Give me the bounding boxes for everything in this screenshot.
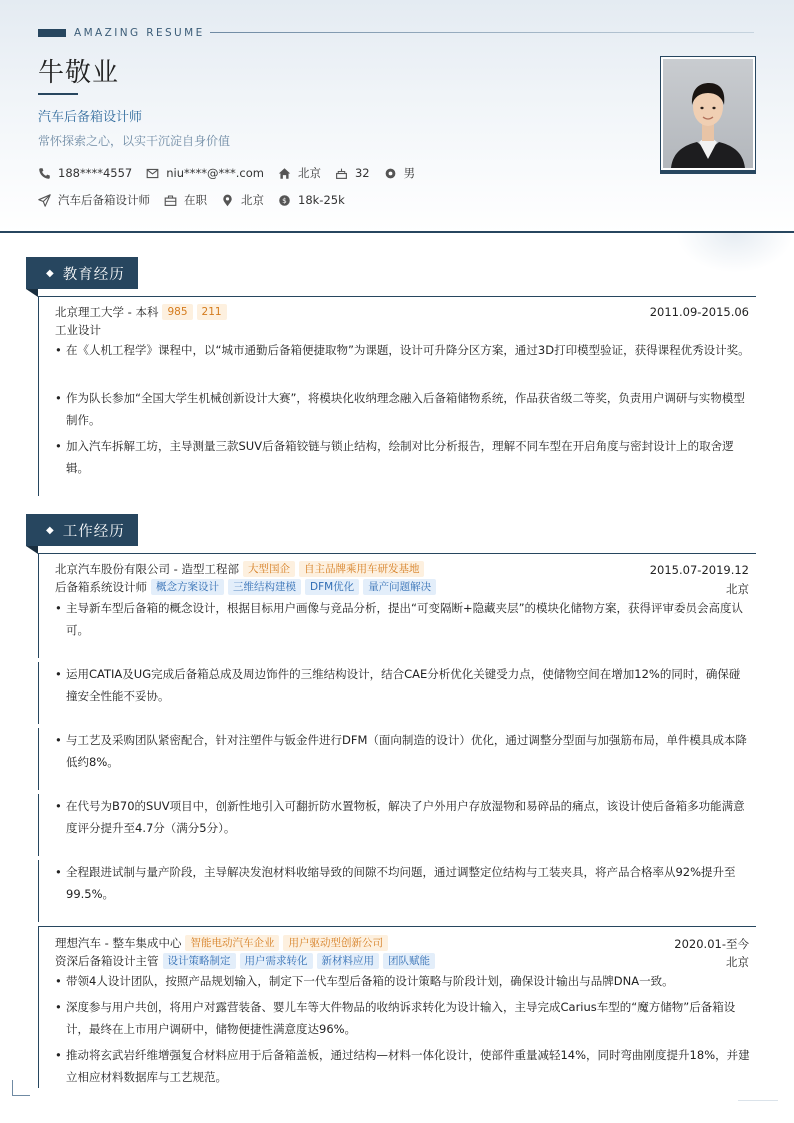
job-divider bbox=[38, 926, 756, 927]
work-bullet: • 运用CATIA及UG完成后备箱总成及周边饰件的三维结构设计，结合CAE分析优化关键受力点，使储物空间在增加12%的同时，确保碰撞安全性能不妥协。 bbox=[55, 663, 750, 707]
education-bullet: • 在《人机工程学》课程中，以“城市通勤后备箱便捷取物”为课题，设计可升降分区方案，通过3D打印模型验证，获得课程优秀设计奖。 bbox=[55, 339, 750, 361]
skill-tag: 三维结构建模 bbox=[228, 579, 301, 595]
work-title-text: 工作经历 bbox=[62, 523, 125, 540]
company-tag: 用户驱动型创新公司 bbox=[283, 935, 388, 951]
gender-icon bbox=[384, 167, 397, 180]
company-tag: 大型国企 bbox=[243, 561, 295, 577]
work-bullet: • 与工艺及采购团队紧密配合，针对注塑件与钣金件进行DFM（面向制造的设计）优化，通过调整分型面与加强筋布局，单件模具成本降低约8%。 bbox=[55, 729, 750, 773]
hometown-text: 北京 bbox=[297, 166, 321, 180]
email-info bbox=[146, 166, 264, 180]
job-role bbox=[55, 579, 436, 595]
education-side-rule bbox=[38, 296, 39, 496]
school-name bbox=[55, 304, 227, 320]
profile-photo bbox=[660, 56, 756, 171]
contact-row-1 bbox=[38, 165, 429, 181]
work-side-rule bbox=[38, 728, 39, 790]
diamond-icon: ◆ bbox=[46, 267, 55, 279]
company-tag: 自主品牌乘用车研发基地 bbox=[299, 561, 425, 577]
work-date: 2015.07-2019.12 bbox=[649, 563, 749, 577]
header-divider bbox=[0, 231, 794, 233]
work-side-rule bbox=[38, 794, 39, 856]
footer-decoration bbox=[738, 1100, 778, 1101]
skill-tag: 团队赋能 bbox=[383, 953, 435, 969]
target-job-info bbox=[38, 192, 150, 208]
phone-info bbox=[38, 166, 132, 180]
photo-accent-bar bbox=[660, 171, 756, 174]
status-info bbox=[164, 192, 207, 208]
work-top-rule bbox=[38, 553, 756, 554]
send-icon bbox=[38, 194, 51, 207]
resume-tag: AMAZING RESUME bbox=[74, 27, 205, 39]
diamond-icon: ◆ bbox=[46, 524, 55, 536]
mail-icon bbox=[146, 167, 159, 180]
target-city-text: 北京 bbox=[241, 193, 264, 207]
work-bullet: • 主导新车型后备箱的概念设计，根据目标用户画像与竞品分析，提出“可变隔断+隐藏夹层”的模块化储物方案，获得评审委员会高度认可。 bbox=[55, 597, 750, 641]
salary-text: 18k-25k bbox=[298, 193, 345, 207]
role-text: 后备箱系统设计师 bbox=[55, 580, 147, 594]
tag-divider bbox=[210, 32, 754, 33]
gender-info bbox=[384, 165, 416, 181]
company-text: 北京汽车股份有限公司 - 造型工程部 bbox=[55, 562, 239, 576]
major-text: 工业设计 bbox=[55, 323, 101, 337]
skill-tag: 设计策略制定 bbox=[163, 953, 236, 969]
company-text: 理想汽车 - 整车集成中心 bbox=[55, 936, 182, 950]
tag-accent-bar bbox=[38, 29, 66, 37]
portrait-image bbox=[663, 59, 753, 168]
status-text: 在职 bbox=[184, 193, 207, 207]
school-tag: 985 bbox=[162, 304, 192, 320]
education-bullet: • 作为队长参加“全国大学生机械创新设计大赛”，将模块化收纳理念融入后备箱储物系统，作品获省级二等奖，负责用户调研与实物模型制作。 bbox=[55, 387, 750, 431]
company-name bbox=[55, 935, 388, 951]
skill-tag: 用户需求转化 bbox=[240, 953, 313, 969]
skill-tag: 量产问题解决 bbox=[363, 579, 436, 595]
work-side-rule bbox=[38, 553, 39, 658]
work-location: 北京 bbox=[726, 955, 749, 969]
hometown-info bbox=[278, 165, 321, 181]
work-bullet: • 在代号为B70的SUV项目中，创新性地引入可翻折防水置物板，解决了户外用户存放湿物和易碎品的痛点，该设计使后备箱多功能满意度评分提升至4.7分（满分5分）。 bbox=[55, 795, 750, 839]
salary-icon bbox=[278, 194, 291, 207]
motto: 常怀探索之心，以实干沉淀自身价值 bbox=[38, 134, 231, 148]
company-tag: 智能电动汽车企业 bbox=[185, 935, 279, 951]
skill-tag: 概念方案设计 bbox=[151, 579, 224, 595]
work-location: 北京 bbox=[726, 582, 749, 596]
school-degree-text: 北京理工大学 - 本科 bbox=[55, 305, 159, 319]
work-date: 2020.01-至今 bbox=[674, 937, 749, 951]
candidate-name: 牛敬业 bbox=[38, 58, 120, 88]
target-city-info bbox=[221, 192, 264, 208]
education-bullet: • 加入汽车拆解工坊，主导测量三款SUV后备箱铰链与锁止结构，绘制对比分析报告，理解不同车型在开启角度与密封设计上的取舍逻辑。 bbox=[55, 435, 750, 479]
job-title: 汽车后备箱设计师 bbox=[38, 110, 143, 125]
work-side-rule bbox=[38, 926, 39, 1088]
location-pin-icon bbox=[221, 194, 234, 207]
education-title-text: 教育经历 bbox=[62, 266, 125, 283]
name-underline bbox=[38, 93, 78, 95]
major bbox=[55, 322, 101, 338]
skill-tag: DFM优化 bbox=[305, 579, 359, 595]
work-bullet: • 全程跟进试制与量产阶段，主导解决发泡材料收缩导致的间隙不均问题，通过调整定位结构与工装夹具，将产品合格率从92%提升至99.5%。 bbox=[55, 861, 750, 905]
work-bullet: • 带领4人设计团队，按照产品规划输入，制定下一代车型后备箱的设计策略与阶段计划，确保设计输出与品牌DNA一致。 bbox=[55, 970, 750, 992]
job-role bbox=[55, 953, 435, 969]
work-side-rule bbox=[38, 860, 39, 922]
work-bullet: • 推动将玄武岩纤维增强复合材料应用于后备箱盖板，通过结构—材料一体化设计，使部件重量减轻14%，同时弯曲刚度提升18%，并建立相应材料数据库与工艺规范。 bbox=[55, 1044, 750, 1088]
education-section-title bbox=[26, 257, 138, 289]
phone-text: 188****4557 bbox=[58, 166, 133, 180]
target-job-text: 汽车后备箱设计师 bbox=[58, 193, 150, 207]
phone-icon bbox=[38, 167, 51, 180]
salary-info bbox=[278, 193, 345, 207]
work-side-rule bbox=[38, 662, 39, 724]
age-info bbox=[335, 166, 370, 180]
section-fold-decoration bbox=[26, 546, 38, 554]
email-text: niu****@***.com bbox=[166, 166, 264, 180]
section-fold-decoration bbox=[26, 289, 38, 297]
gender-text: 男 bbox=[403, 166, 416, 180]
age-text: 32 bbox=[354, 166, 370, 180]
work-section-title bbox=[26, 514, 138, 546]
education-top-rule bbox=[38, 296, 756, 297]
decorative-glow bbox=[676, 233, 794, 273]
svg-text:$: $ bbox=[282, 195, 287, 205]
role-text: 资深后备箱设计主管 bbox=[55, 954, 159, 968]
work-bullet: • 深度参与用户共创，将用户对露营装备、婴儿车等大件物品的收纳诉求转化为设计输入，主导完成Carius车型的“魔方储物”后备箱设计，最终在上市用户调研中，储物便捷性满意度达96%。 bbox=[55, 996, 750, 1040]
briefcase-icon bbox=[164, 194, 177, 207]
contact-row-2 bbox=[38, 192, 359, 208]
education-date: 2011.09-2015.06 bbox=[649, 305, 749, 319]
skill-tag: 新材料应用 bbox=[317, 953, 380, 969]
home-icon bbox=[278, 167, 291, 180]
corner-decoration bbox=[12, 1080, 30, 1096]
school-tag: 211 bbox=[197, 304, 227, 320]
company-name bbox=[55, 561, 424, 577]
cake-icon bbox=[335, 167, 348, 180]
